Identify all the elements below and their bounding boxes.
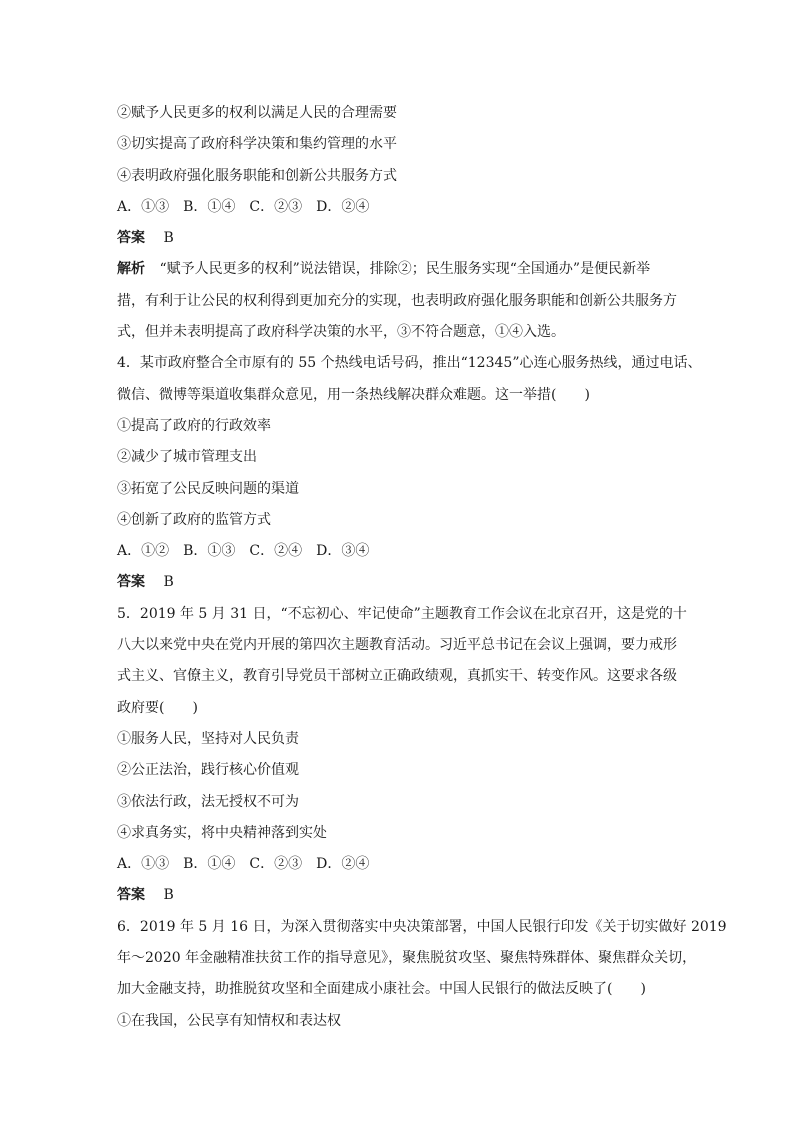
q4-choices: A．①② B．①③ C．②④ D．③④ xyxy=(117,543,370,560)
q3-option-4: ④表明政府强化服务职能和创新公共服务方式 xyxy=(117,167,397,184)
q4-stem-line-2: 微信、微博等渠道收集群众意见，用一条热线解决群众难题。这一举措( ) xyxy=(117,386,590,403)
answer-label: 答案 xyxy=(117,230,145,247)
q4-option-4: ④创新了政府的监管方式 xyxy=(117,511,271,528)
q5-answer xyxy=(117,880,687,911)
q6-option-1: ①在我国，公民享有知情权和表达权 xyxy=(117,1012,341,1029)
q3-answer xyxy=(117,223,687,254)
q5-option-2: ②公正法治，践行核心价值观 xyxy=(117,762,299,779)
answer-value: B xyxy=(163,887,174,904)
q3-option-3: ③切实提高了政府科学决策和集约管理的水平 xyxy=(117,136,397,153)
q4-answer xyxy=(117,567,687,598)
q3-choices: A．①③ B．①④ C．②③ D．②④ xyxy=(117,198,370,215)
answer-label: 答案 xyxy=(117,887,145,904)
q5-stem-line-2: 八大以来党中央在党内开展的第四次主题教育活动。习近平总书记在会议上强调，要力戒形 xyxy=(117,637,677,654)
q4-option-1: ①提高了政府的行政效率 xyxy=(117,417,271,434)
q5-choices: A．①③ B．①④ C．②③ D．②④ xyxy=(117,856,370,873)
answer-value: B xyxy=(163,574,174,591)
q3-analysis-line-2: 措，有利于让公民的权利得到更加充分的实现，也表明政府强化服务职能和创新公共服务方 xyxy=(117,292,677,309)
q3-analysis-line-1 xyxy=(117,254,687,285)
q4-option-2: ②减少了城市管理支出 xyxy=(117,449,257,466)
q6-stem-line-1: 6．2019 年 5 月 16 日，为深入贯彻落实中央决策部署，中国人民银行印发《关于切实做好 2019 xyxy=(117,918,727,935)
q6-stem-line-2: 年～2020 年金融精准扶贫工作的指导意见》，聚焦脱贫攻坚、聚焦特殊群体、聚焦群众关切， xyxy=(117,950,697,967)
answer-label: 答案 xyxy=(117,574,145,591)
q4-stem-line-1: 4．某市政府整合全市原有的 55 个热线电话号码，推出“12345”心连心服务热线，通过电话、 xyxy=(117,355,702,372)
q5-option-4: ④求真务实，将中央精神落到实处 xyxy=(117,824,327,841)
q5-option-1: ①服务人民，坚持对人民负责 xyxy=(117,730,299,747)
q5-option-3: ③依法行政，法无授权不可为 xyxy=(117,793,299,810)
q5-stem-line-4: 政府要( ) xyxy=(117,699,198,716)
q3-option-2: ②赋予人民更多的权利以满足人民的合理需要 xyxy=(117,105,397,121)
document-page xyxy=(117,98,727,1037)
q5-stem-line-3: 式主义、官僚主义，教育引导党员干部树立正确政绩观，真抓实干、转变作风。这要求各级 xyxy=(117,668,677,685)
q6-stem-line-3: 加大金融支持，助推脱贫攻坚和全面建成小康社会。中国人民银行的做法反映了( ) xyxy=(117,981,646,998)
answer-value: B xyxy=(163,230,174,247)
analysis-label: 解析 xyxy=(117,261,145,278)
q5-stem-line-1: 5．2019 年 5 月 31 日，“不忘初心、牢记使命”主题教育工作会议在北京召开，这是党的十 xyxy=(117,605,687,622)
q4-option-3: ③拓宽了公民反映问题的渠道 xyxy=(117,480,299,497)
analysis-text: “赋予人民更多的权利”说法错误，排除②；民生服务实现“全国通办”是便民新举 xyxy=(159,261,651,278)
q3-analysis-line-3: 式，但并未表明提高了政府科学决策的水平，③不符合题意，①④入选。 xyxy=(117,324,565,341)
